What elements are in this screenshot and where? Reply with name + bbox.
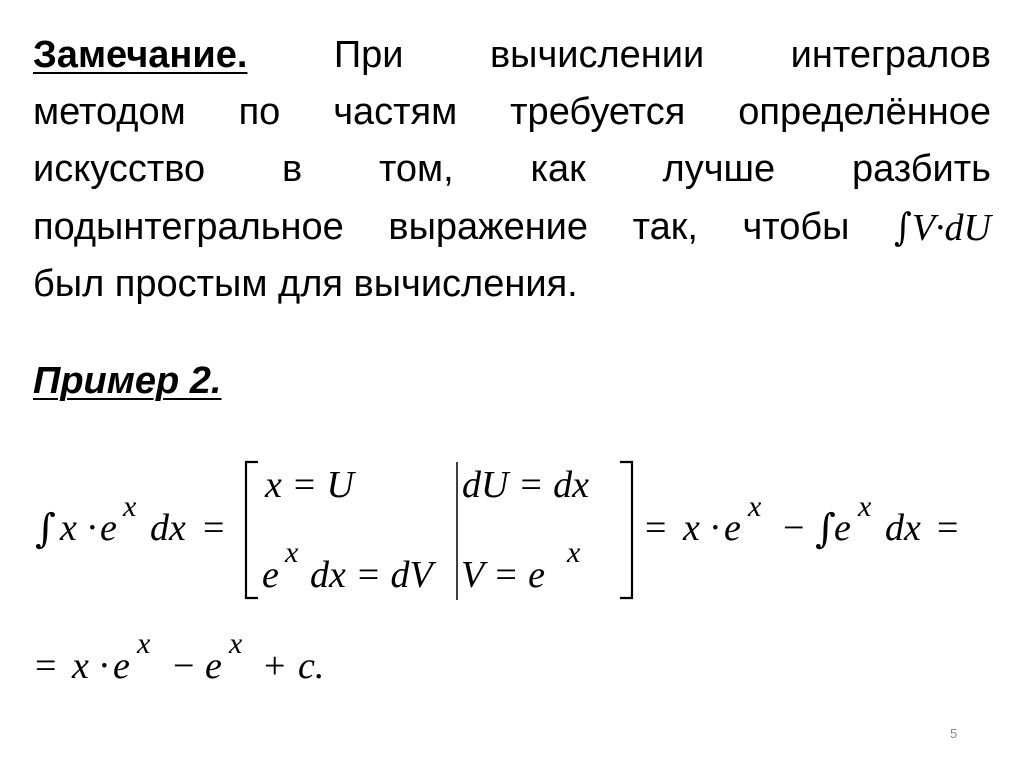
remark-line-5: был простым для вычисления.: [33, 263, 578, 305]
matrix-e: e: [262, 554, 279, 596]
exponent-x: x: [285, 536, 299, 569]
remark-word: методом: [33, 91, 186, 133]
example-title: Пример 2.: [33, 360, 222, 402]
inline-formula: [894, 200, 991, 254]
exponent-x: x: [137, 627, 151, 660]
formula-x: x: [60, 507, 77, 549]
formula-dx: dx: [150, 507, 186, 549]
remark-word: подынтегральное: [33, 206, 344, 248]
remark-label: Замечание.: [33, 34, 248, 76]
remark-word: по: [238, 91, 281, 133]
exponent-x: x: [123, 490, 137, 523]
matrix-x-eq-u: x = U: [265, 464, 354, 506]
remark-line-2: [33, 85, 991, 139]
matrix-v-eq-e: V = e: [461, 554, 546, 596]
formula-e: e: [113, 645, 130, 687]
integral-sign: ∫: [815, 506, 836, 552]
remark-word: искусство: [33, 148, 206, 190]
exponent-x: x: [858, 490, 872, 523]
remark-word: требуется: [510, 91, 686, 133]
equals-sign: =: [203, 507, 225, 549]
times-dot: ·: [86, 507, 99, 549]
remark-word: том,: [378, 148, 454, 190]
right-bracket: [620, 462, 632, 598]
remark-word: При: [333, 34, 404, 76]
integral-sign: ∫: [894, 205, 912, 249]
minus-sign: −: [783, 507, 805, 549]
remark-word: в: [281, 148, 303, 190]
remark-word: разбить: [851, 148, 991, 190]
exponent-x: x: [567, 536, 581, 569]
formula-x: x: [683, 507, 700, 549]
equals-sign: =: [645, 507, 667, 549]
remark-line-1: [33, 28, 991, 82]
times-dot: ·: [709, 507, 722, 549]
matrix-du-eq-dx: dU = dx: [462, 464, 589, 506]
remark-line-4: [33, 200, 991, 254]
remark-word: чтобы: [742, 206, 850, 248]
plus-sign: +: [264, 645, 286, 687]
left-bracket: [246, 462, 258, 598]
remark-line-3: [33, 142, 991, 196]
exponent-x: x: [748, 490, 762, 523]
exponent-x: x: [229, 627, 243, 660]
remark-word: как: [530, 148, 586, 190]
remark-word: определённое: [738, 91, 991, 133]
formula-v-du: V·dU: [911, 207, 991, 249]
remark-word: так,: [632, 206, 698, 248]
equals-sign: =: [35, 645, 57, 687]
equals-sign: =: [937, 507, 959, 549]
remark-word: выражение: [388, 206, 589, 248]
minus-sign: −: [173, 645, 195, 687]
matrix-dx-eq-dv: dx = dV: [310, 554, 433, 596]
formula-e: e: [205, 645, 222, 687]
remark-word: лучше: [662, 148, 776, 190]
integral-sign: ∫: [35, 506, 56, 552]
remark-word: интегралов: [790, 34, 991, 76]
remark-word: вычислении: [489, 34, 705, 76]
formula-dx: dx: [885, 507, 921, 549]
formula-x: x: [72, 645, 89, 687]
formula-e: e: [724, 507, 741, 549]
formula-e: e: [834, 507, 851, 549]
formula-e: e: [100, 507, 117, 549]
constant-c: c.: [298, 645, 325, 687]
times-dot: ·: [98, 645, 111, 687]
example-formula: [0, 440, 1024, 710]
remark-word: частям: [333, 91, 458, 133]
page-number: 5: [950, 726, 958, 741]
